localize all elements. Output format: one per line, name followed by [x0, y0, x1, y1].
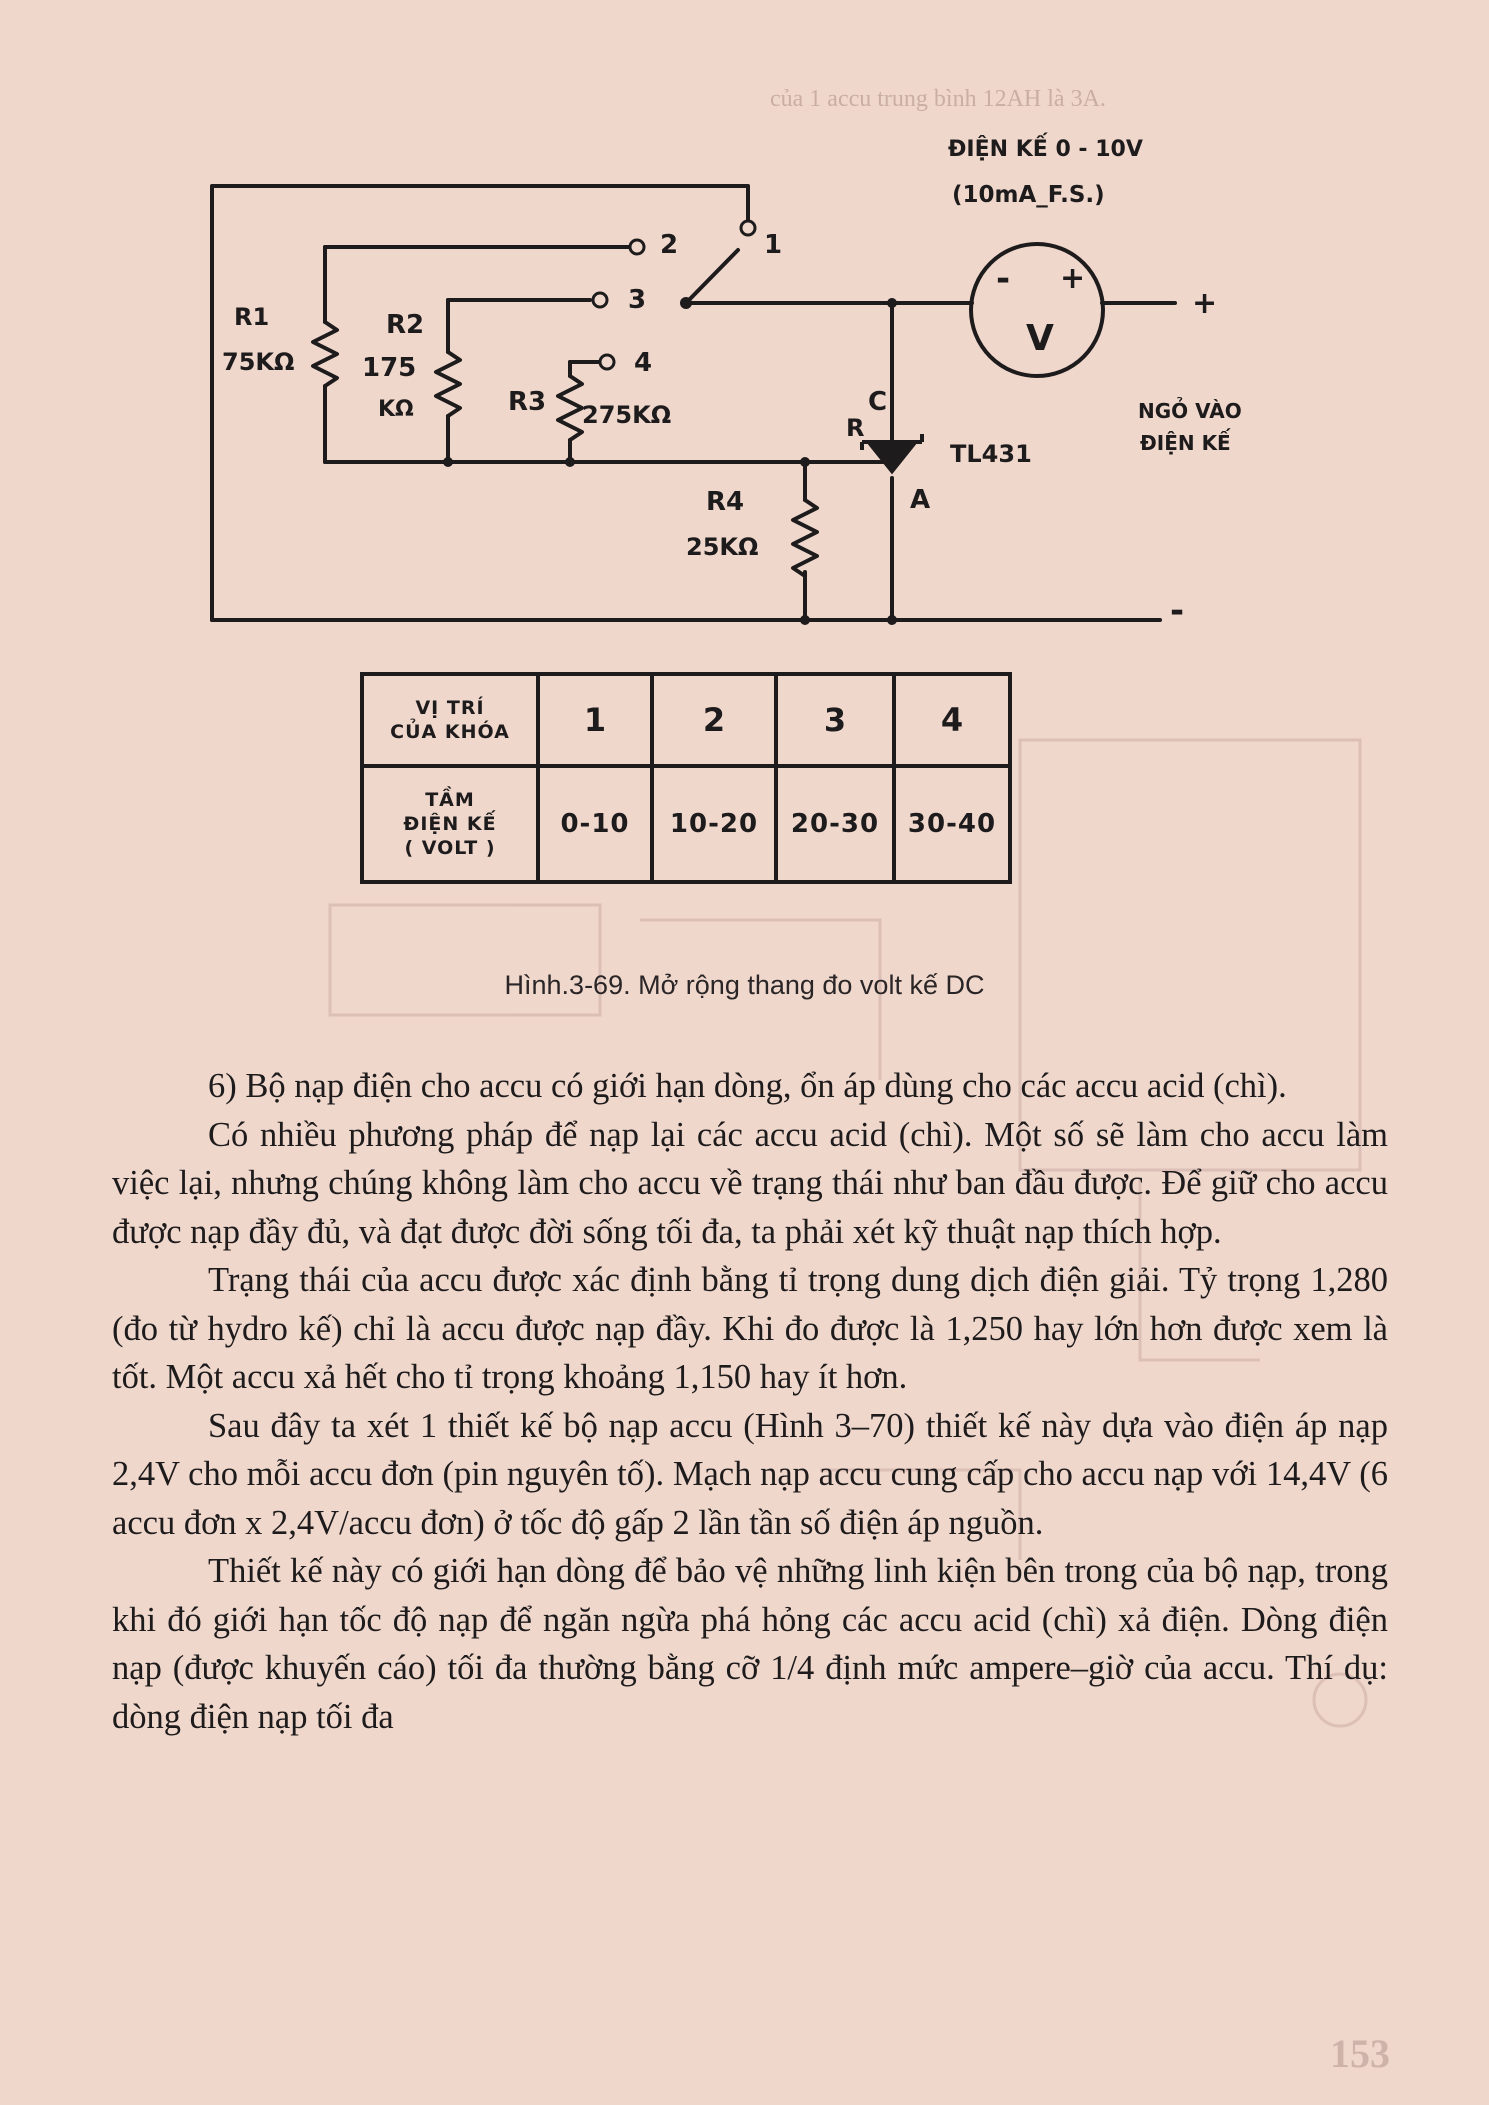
page-number: 153	[1330, 2031, 1390, 2076]
terminal-minus-sign: -	[1170, 591, 1185, 631]
r3-name: R3	[508, 387, 547, 417]
table-cell: 4	[894, 674, 1010, 766]
table-header-cell	[362, 766, 538, 882]
table-cell: 10-20	[652, 766, 776, 882]
table-cell: 0-10	[538, 766, 652, 882]
table-header-text: ĐIỆN KẾ	[403, 813, 497, 835]
switch-contact-2	[630, 240, 644, 254]
table-cell: 2	[652, 674, 776, 766]
meter-label-line2: (10mA_F.S.)	[952, 182, 1105, 208]
meter-minus-sign: -	[996, 259, 1011, 299]
figure-caption: Hình.3-69. Mở rộng thang đo volt kế DC	[504, 970, 985, 1000]
r4-name: R4	[706, 487, 745, 517]
r1-name: R1	[234, 303, 270, 331]
terminal-plus-sign: +	[1192, 286, 1218, 321]
circuit-diagram	[0, 0, 1489, 660]
switch-pole	[680, 297, 692, 309]
junction-dot	[800, 615, 810, 625]
paragraph: Trạng thái của accu được xác định bằng tỉ trọng dung dịch điện giải. Tỷ trọng 1,280 (đo từ hydro kế) chỉ là accu được nạp đầy. Khi đo được là 1,250 hay lớn hơn được xem là tốt. Một accu xả hết cho tỉ trọng khoảng 1,150 hay ít hơn.	[112, 1261, 1388, 1396]
table-cell: 20-30	[776, 766, 894, 882]
ic-pin-c: C	[868, 387, 888, 417]
switch-label-2: 2	[660, 230, 679, 260]
r2-name: R2	[386, 310, 425, 340]
junction-dot	[887, 615, 897, 625]
switch-contact-4	[600, 355, 614, 369]
switch-label-1: 1	[764, 230, 783, 260]
table-cell: 3	[776, 674, 894, 766]
r3-value: 275KΩ	[582, 401, 672, 429]
junction-dot	[443, 457, 453, 467]
input-label-line2: ĐIỆN KẾ	[1140, 431, 1231, 455]
table-header-text: TẦM	[425, 789, 475, 811]
r3-resistor	[558, 376, 582, 440]
r4-value: 25KΩ	[686, 533, 759, 561]
junction-dot	[565, 457, 575, 467]
switch-contact-1	[741, 221, 755, 235]
r1-resistor	[313, 322, 337, 386]
table-row	[362, 766, 1010, 882]
switch-lever	[686, 250, 738, 303]
meter-plus-sign: +	[1060, 261, 1086, 296]
r2-value-2: KΩ	[378, 397, 414, 422]
range-table	[360, 672, 1012, 884]
ic-name: TL431	[950, 440, 1032, 468]
table-header-text: ( VOLT )	[404, 837, 496, 859]
table-cell: 30-40	[894, 766, 1010, 882]
switch-label-3: 3	[628, 285, 647, 315]
paragraph: Thiết kế này có giới hạn dòng để bảo vệ những linh kiện bên trong của bộ nạp, trong khi đó giới hạn tốc độ nạp để ngăn ngừa phá hỏng các accu acid (chì) xả điện. Dòng điện nạp (được khuyến cáo) tối đa thường bằng cỡ 1/4 định mức ampere–giờ của accu. Thí dụ: dòng điện nạp tối đa	[112, 1552, 1388, 1736]
paragraph: Sau đây ta xét 1 thiết kế bộ nạp accu (Hình 3–70) thiết kế này dựa vào điện áp nạp 2,4V cho mỗi accu đơn (pin nguyên tố). Mạch nạp accu cung cấp cho accu nạp với 14,4V (6 accu đơn x 2,4V/accu đơn) ở tốc độ gấp 2 lần tần số điện áp nguồn.	[112, 1406, 1388, 1542]
ic-pin-r: R	[846, 414, 865, 442]
ic-pin-a: A	[910, 485, 931, 515]
r4-resistor	[793, 500, 817, 576]
table-header-cell	[362, 674, 538, 766]
tl431-triangle	[868, 442, 916, 472]
r2-resistor	[436, 352, 460, 416]
paragraph: 6) Bộ nạp điện cho accu có giới hạn dòng, ổn áp dùng cho các accu acid (chì).	[208, 1067, 1287, 1105]
input-label-line1: NGỎ VÀO	[1138, 399, 1242, 423]
meter-label-line1: ĐIỆN KẾ 0 - 10V	[948, 137, 1143, 162]
table-cell: 1	[538, 674, 652, 766]
table-header-text: CỦA KHÓA	[390, 721, 510, 743]
meter-v-symbol: V	[1026, 318, 1054, 359]
body-text	[112, 1062, 1388, 1741]
junction-dot	[887, 298, 897, 308]
bleed-through-header: của 1 accu trung bình 12AH là 3A.	[770, 86, 1106, 112]
r1-value: 75KΩ	[222, 348, 295, 376]
switch-label-4: 4	[634, 348, 653, 378]
table-header-text: VỊ TRÍ	[415, 697, 485, 719]
switch-contact-3	[593, 293, 607, 307]
paragraph: Có nhiều phương pháp để nạp lại các accu acid (chì). Một số sẽ làm cho accu làm việc lại, nhưng chúng không làm cho accu về trạng thái như ban đầu được. Để giữ cho accu được nạp đầy đủ, và đạt được đời sống tối đa, ta phải xét kỹ thuật nạp thích hợp.	[112, 1115, 1388, 1251]
table-row	[362, 674, 1010, 766]
junction-dot	[800, 457, 810, 467]
r2-value-1: 175	[362, 353, 417, 383]
